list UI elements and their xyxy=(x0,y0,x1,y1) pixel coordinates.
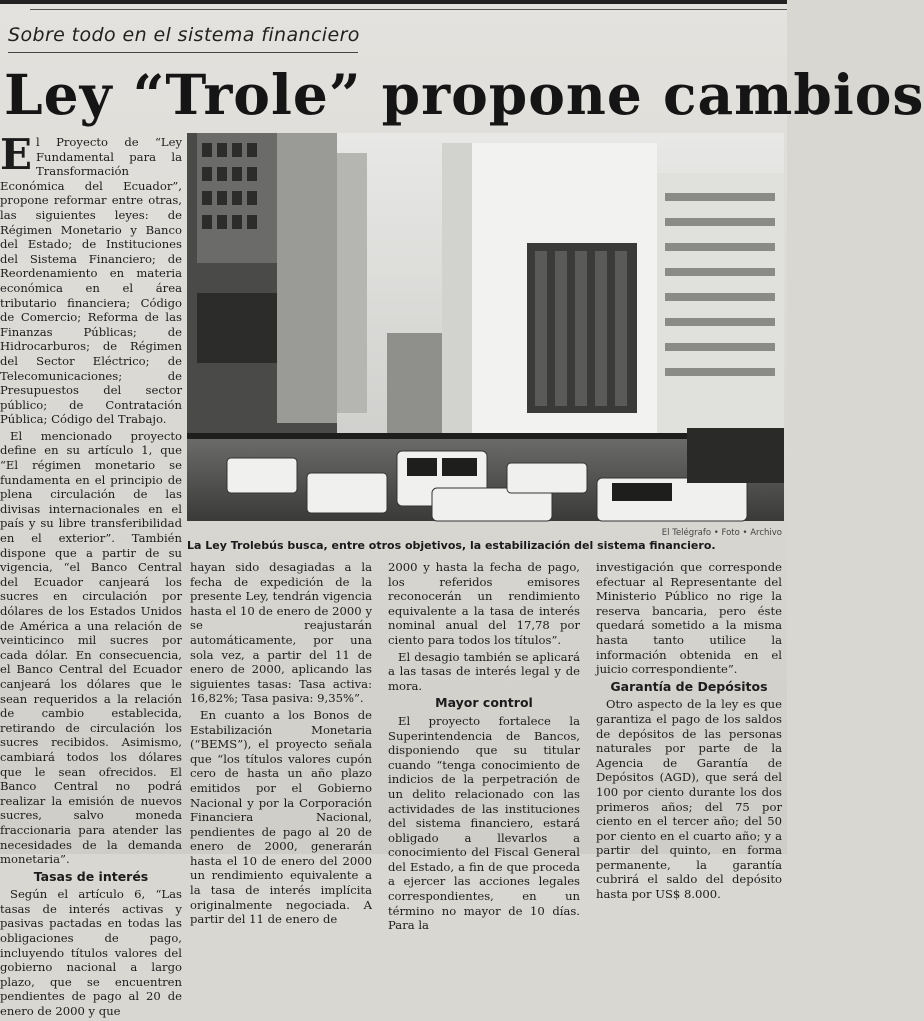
top-rule xyxy=(0,0,787,4)
article-column-3 xyxy=(388,560,580,935)
paragraph: El mencionado proyecto define en su artículo 1, que “El régimen monetario se fundamenta en el principio de plena circulación de las divisas internacionales en el país y su libre transferibilidad en el exterior”. También dispone que a partir de su vigencia, “el Banco Central del Ecuador canjeará los sucres en circulación por dólares de los Estados Unidos de América a una relación de veinticinco mil sucres por cada dólar. En consecuencia, el Banco Central del Ecuador canjeará los dólares que le sean requeridos a la relación de cambio establecida, retirando de circulación los sucres recibidos. Asimismo, cambiará todos los dólares que le sean ofrecidos. El Banco Central no podrá realizar la emisión de nuevos sucres, salvo moneda fraccionaria para atender las necesidades de la demanda monetaria”. xyxy=(0,428,182,867)
subhead-tasas: Tasas de interés xyxy=(33,868,149,884)
paragraph: investigación que corresponde efectuar al Representante del Ministerio Público no rige la reserva bancaria, pero éste quedará sometido a la misma hasta tanto utilice la información obtenida en el juicio correspondiente”. xyxy=(596,560,782,677)
paragraph: hayan sido desagiadas a la fecha de expedición de la presente Ley, tendrán vigencia hasta el 10 de enero de 2000 y se reajustarán automáticamente, por una sola vez, a partir del 11 de enero de 2000, aplicando las siguientes tasas: Tasa activa: 16,82%; Tasa pasiva: 9,35%”. xyxy=(190,560,372,706)
paragraph: 2000 y hasta la fecha de pago, los referidos emisores reconocerán un rendimiento equivalente a la tasa de interés nominal anual del 17,78 por ciento para todos los títulos”. xyxy=(388,560,580,647)
paragraph: Según el artículo 6, “Las tasas de interés activas y pasivas pactadas en todas las obligaciones de pago, incluyendo títulos valores del gobierno nacional a largo plazo, que se encuentren pendientes de pago al 20 de enero de 2000 y que xyxy=(0,887,182,1019)
paragraph: El proyecto fortalece la Superintendencia de Bancos, disponiendo que su titular cuando “tenga conocimiento de indicios de la perpetración de un delito relacionado con las actividades de las instituciones del sistema financiero, estará obligado a llevarlos a conocimiento del Fiscal General del Estado, a fin de que proceda a ejercer las acciones legales correspondientes, en un término no mayor de 10 días. Para la xyxy=(388,713,580,933)
article-column-4 xyxy=(596,560,782,904)
article-column-2 xyxy=(190,560,372,929)
drop-cap: E xyxy=(0,130,33,179)
paragraph: Otro aspecto de la ley es que garantiza el pago de los saldos de depósitos de las personas naturales por parte de la Agencia de Garantía de Depósitos (AGD), que será del 100 por ciento durante los dos primeros años; del 75 por ciento en el tercer año; del 50 por ciento en el cuarto año; y a partir del quinto, en forma permanente, la garantía cubrirá el saldo del depósito hasta por US$ 8.000. xyxy=(596,697,782,902)
kicker: Sobre todo en el sistema financiero xyxy=(8,24,360,46)
article-column-1 xyxy=(0,130,182,1021)
kicker-rule xyxy=(8,52,358,53)
top-rule-thin xyxy=(30,9,787,10)
subhead-mayor-control: Mayor control xyxy=(435,695,533,711)
headline: Ley “Trole” propone cambios xyxy=(4,62,924,127)
paragraph: El Proyecto de “Ley Fundamental para la Transformación Económica del Ecuador”, propone reformar entre otras, las siguientes leyes: de Régimen Monetario y Banco del Estado; de Instituciones del Sistema Financiero; de Reordenamiento en materia económica en el área tributario financiera; Código de Comercio; Reforma de las Finanzas Públicas; de Hidrocarburos; de Régimen del Sector Eléctrico; de Telecomunicaciones; de Presupuestos del sector público; de Contratación Pública; Código del Trabajo. xyxy=(0,130,182,427)
paragraph: En cuanto a los Bonos de Estabilización Monetaria (“BEMS”), el proyecto señala que “los títulos valores cupón cero de hasta un año plazo emitidos por el Gobierno Nacional y por la Corporación Financiera Nacional, pendientes de pago al 20 de enero de 2000, generarán hasta el 10 de enero del 2000 un rendimiento equivalente a la tasa de interés implícita originalmente negociada. A partir del 11 de enero de xyxy=(190,707,372,927)
photo-caption: La Ley Trolebús busca, entre otros objetivos, la estabilización del sistema financiero. xyxy=(187,539,716,552)
subhead-garantia: Garantía de Depósitos xyxy=(610,678,768,694)
photo-credit: El Telégrafo • Foto • Archivo xyxy=(661,528,782,538)
paragraph: El desagio también se aplicará a las tasas de interés legal y de mora. xyxy=(388,649,580,693)
street-photo xyxy=(187,133,784,521)
